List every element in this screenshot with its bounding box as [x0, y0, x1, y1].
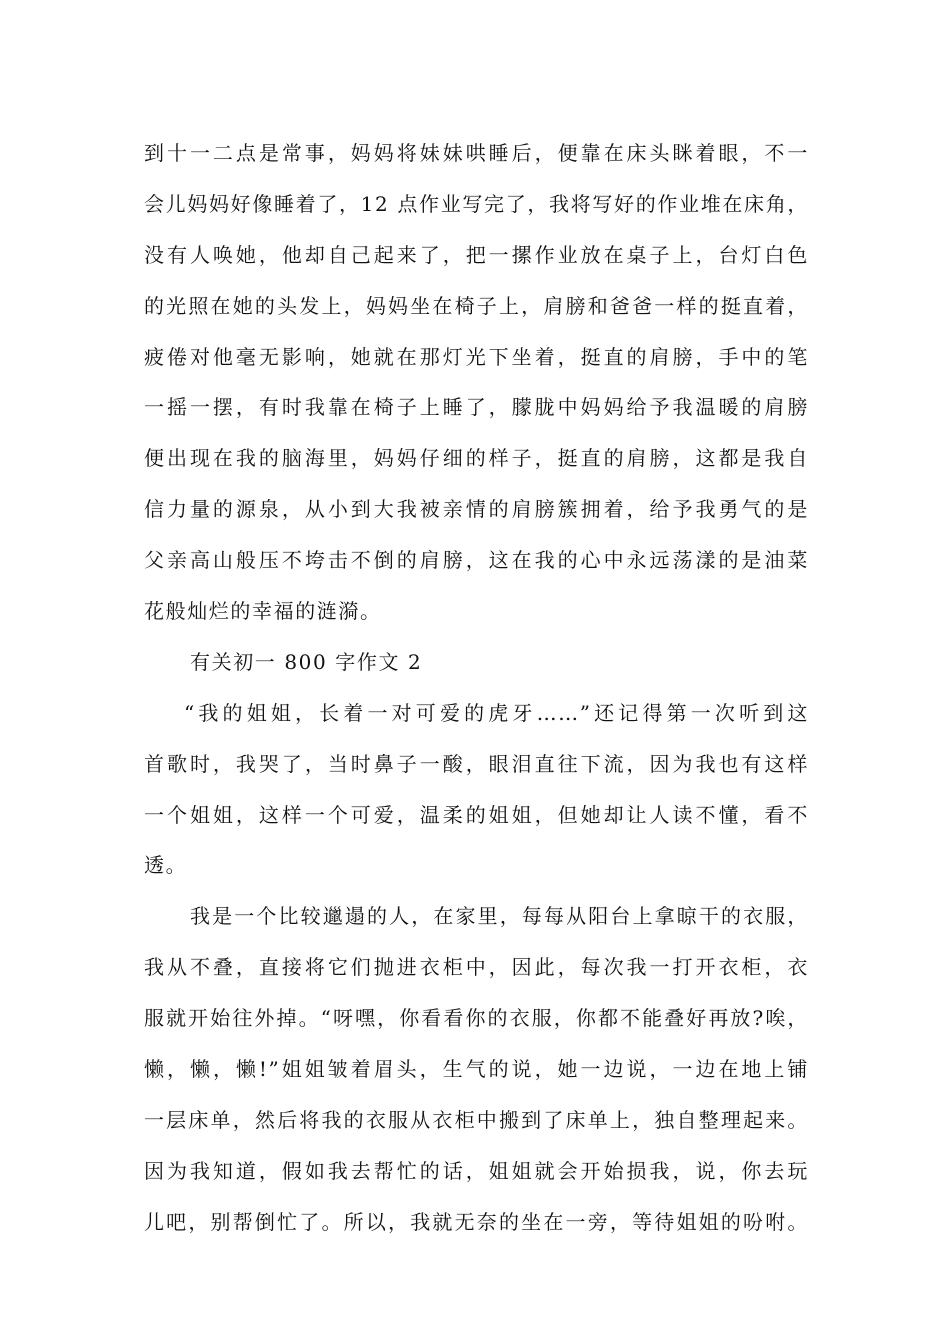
- text-line: 懒，懒，懒!”姐姐皱着眉头，生气的说，她一边说，一边在地上铺: [144, 1057, 809, 1082]
- text-line: 一层床单，然后将我的衣服从衣柜中搬到了床单上，独自整理起来。: [144, 1107, 809, 1132]
- document-body: [144, 128, 809, 1248]
- text-line: 花般灿烂的幸福的涟漪。: [144, 599, 382, 624]
- text-line: 的光照在她的头发上，妈妈坐在椅子上，肩膀和爸爸一样的挺直着，: [144, 293, 809, 318]
- text-line: 儿吧，别帮倒忙了。所以，我就无奈的坐在一旁，等待姐姐的吩咐。: [144, 1209, 809, 1234]
- text-line: 因为我知道，假如我去帮忙的话，姐姐就会开始损我，说，你去玩: [144, 1158, 809, 1183]
- text-line: 我从不叠，直接将它们抛进衣柜中，因此，每次我一打开衣柜，衣: [144, 955, 809, 980]
- text-line: 透。: [144, 853, 188, 878]
- text-line: “我的姐姐，长着一对可爱的虎牙……”还记得第一次听到这: [184, 700, 809, 725]
- text-line: 父亲高山般压不垮击不倒的肩膀，这在我的心中永远荡漾的是油菜: [144, 548, 809, 573]
- text-line: 一摇一摆，有时我靠在椅子上睡了，朦胧中妈妈给予我温暖的肩膀: [144, 395, 809, 420]
- text-line: 没有人唤她，他却自己起来了，把一摞作业放在桌子上，台灯白色: [144, 242, 809, 267]
- section-heading: 有关初一 800 字作文 2: [190, 649, 423, 674]
- text-line: 服就开始往外掉。“呀嘿，你看看你的衣服，你都不能叠好再放?唉，: [144, 1006, 809, 1031]
- text-line: 我是一个比较邋遢的人，在家里，每每从阳台上拿晾干的衣服，: [190, 904, 809, 929]
- text-line: 便出现在我的脑海里，妈妈仔细的样子，挺直的肩膀，这都是我自: [144, 446, 809, 471]
- text-line: 首歌时，我哭了，当时鼻子一酸，眼泪直往下流，因为我也有这样: [144, 751, 809, 776]
- text-line: 到十一二点是常事，妈妈将妹妹哄睡后，便靠在床头眯着眼，不一: [144, 141, 809, 165]
- text-line: 疲倦对他毫无影响，她就在那灯光下坐着，挺直的肩膀，手中的笔: [144, 344, 809, 369]
- text-line: 会儿妈妈好像睡着了，12 点作业写完了，我将写好的作业堆在床角，: [144, 191, 809, 216]
- text-line: 一个姐姐，这样一个可爱，温柔的姐姐，但她却让人读不懂，看不: [144, 802, 809, 827]
- text-line: 信力量的源泉，从小到大我被亲情的肩膀簇拥着，给予我勇气的是: [144, 497, 809, 522]
